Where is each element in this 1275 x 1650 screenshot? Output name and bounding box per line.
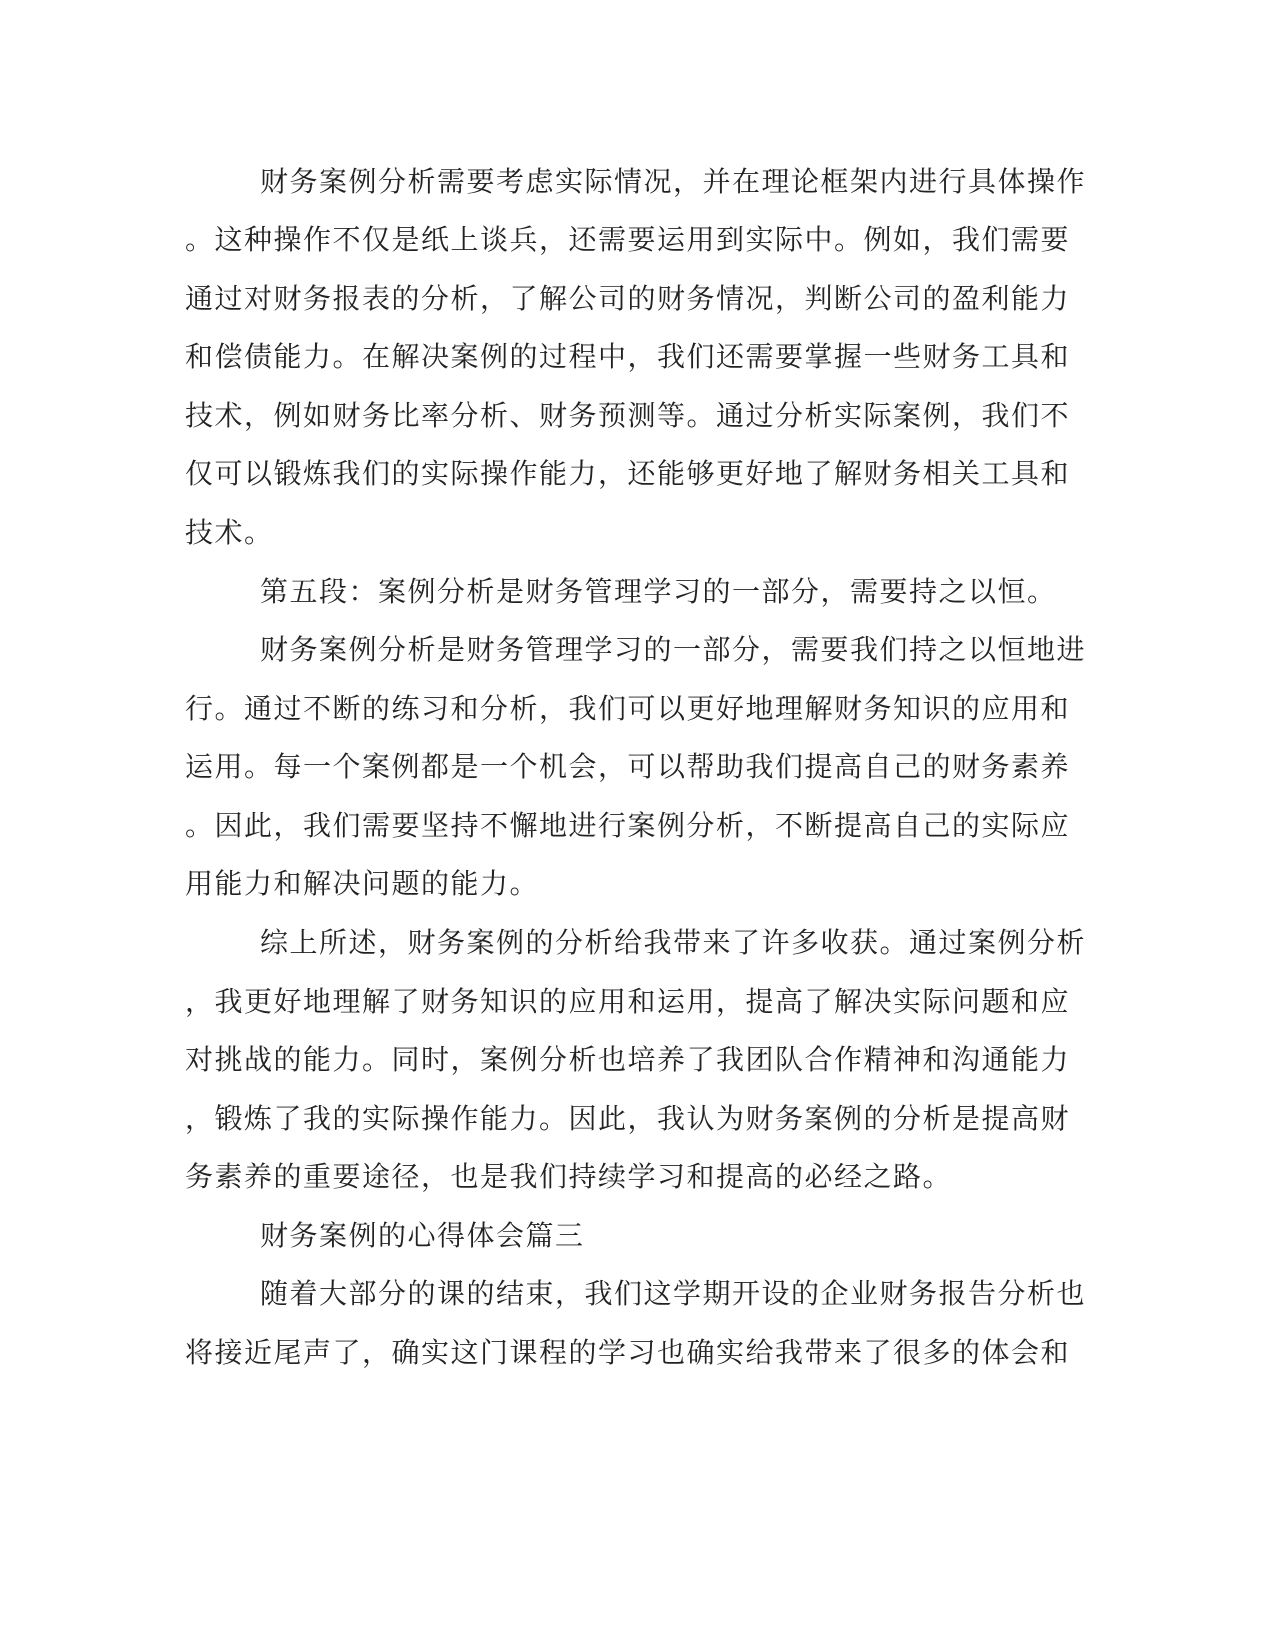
text-line: 通过对财务报表的分析，了解公司的财务情况，判断公司的盈利能力 bbox=[185, 282, 1071, 315]
text-line: ，我更好地理解了财务知识的应用和运用，提高了解决实际问题和应 bbox=[185, 985, 1071, 1018]
text-line: 用能力和解决问题的能力。 bbox=[185, 867, 540, 900]
text-line: 务素养的重要途径，也是我们持续学习和提高的必经之路。 bbox=[185, 1160, 953, 1193]
text-line: 。因此，我们需要坚持不懈地进行案例分析，不断提高自己的实际应 bbox=[185, 809, 1071, 842]
text-line: 随着大部分的课的结束，我们这学期开设的企业财务报告分析也 bbox=[260, 1277, 1087, 1310]
text-line: 和偿债能力。在解决案例的过程中，我们还需要掌握一些财务工具和 bbox=[185, 340, 1071, 373]
text-line: ，锻炼了我的实际操作能力。因此，我认为财务案例的分析是提高财 bbox=[185, 1102, 1071, 1135]
text-line: 仅可以锻炼我们的实际操作能力，还能够更好地了解财务相关工具和 bbox=[185, 457, 1071, 490]
text-line: 运用。每一个案例都是一个机会，可以帮助我们提高自己的财务素养 bbox=[185, 750, 1071, 783]
text-line: 对挑战的能力。同时，案例分析也培养了我团队合作精神和沟通能力 bbox=[185, 1043, 1071, 1076]
text-line: 财务案例分析是财务管理学习的一部分，需要我们持之以恒地进 bbox=[260, 633, 1087, 666]
text-line: 技术。 bbox=[185, 516, 274, 549]
text-line: 。这种操作不仅是纸上谈兵，还需要运用到实际中。例如，我们需要 bbox=[185, 223, 1071, 256]
text-line: 技术，例如财务比率分析、财务预测等。通过分析实际案例，我们不 bbox=[185, 399, 1071, 432]
text-line: 财务案例分析需要考虑实际情况，并在理论框架内进行具体操作 bbox=[260, 165, 1087, 198]
text-line: 综上所述，财务案例的分析给我带来了许多收获。通过案例分析 bbox=[260, 926, 1087, 959]
text-line: 行。通过不断的练习和分析，我们可以更好地理解财务知识的应用和 bbox=[185, 692, 1071, 725]
section-heading: 第五段：案例分析是财务管理学习的一部分，需要持之以恒。 bbox=[260, 575, 1057, 608]
section-heading: 财务案例的心得体会篇三 bbox=[260, 1219, 585, 1252]
text-line: 将接近尾声了，确实这门课程的学习也确实给我带来了很多的体会和 bbox=[185, 1336, 1071, 1369]
